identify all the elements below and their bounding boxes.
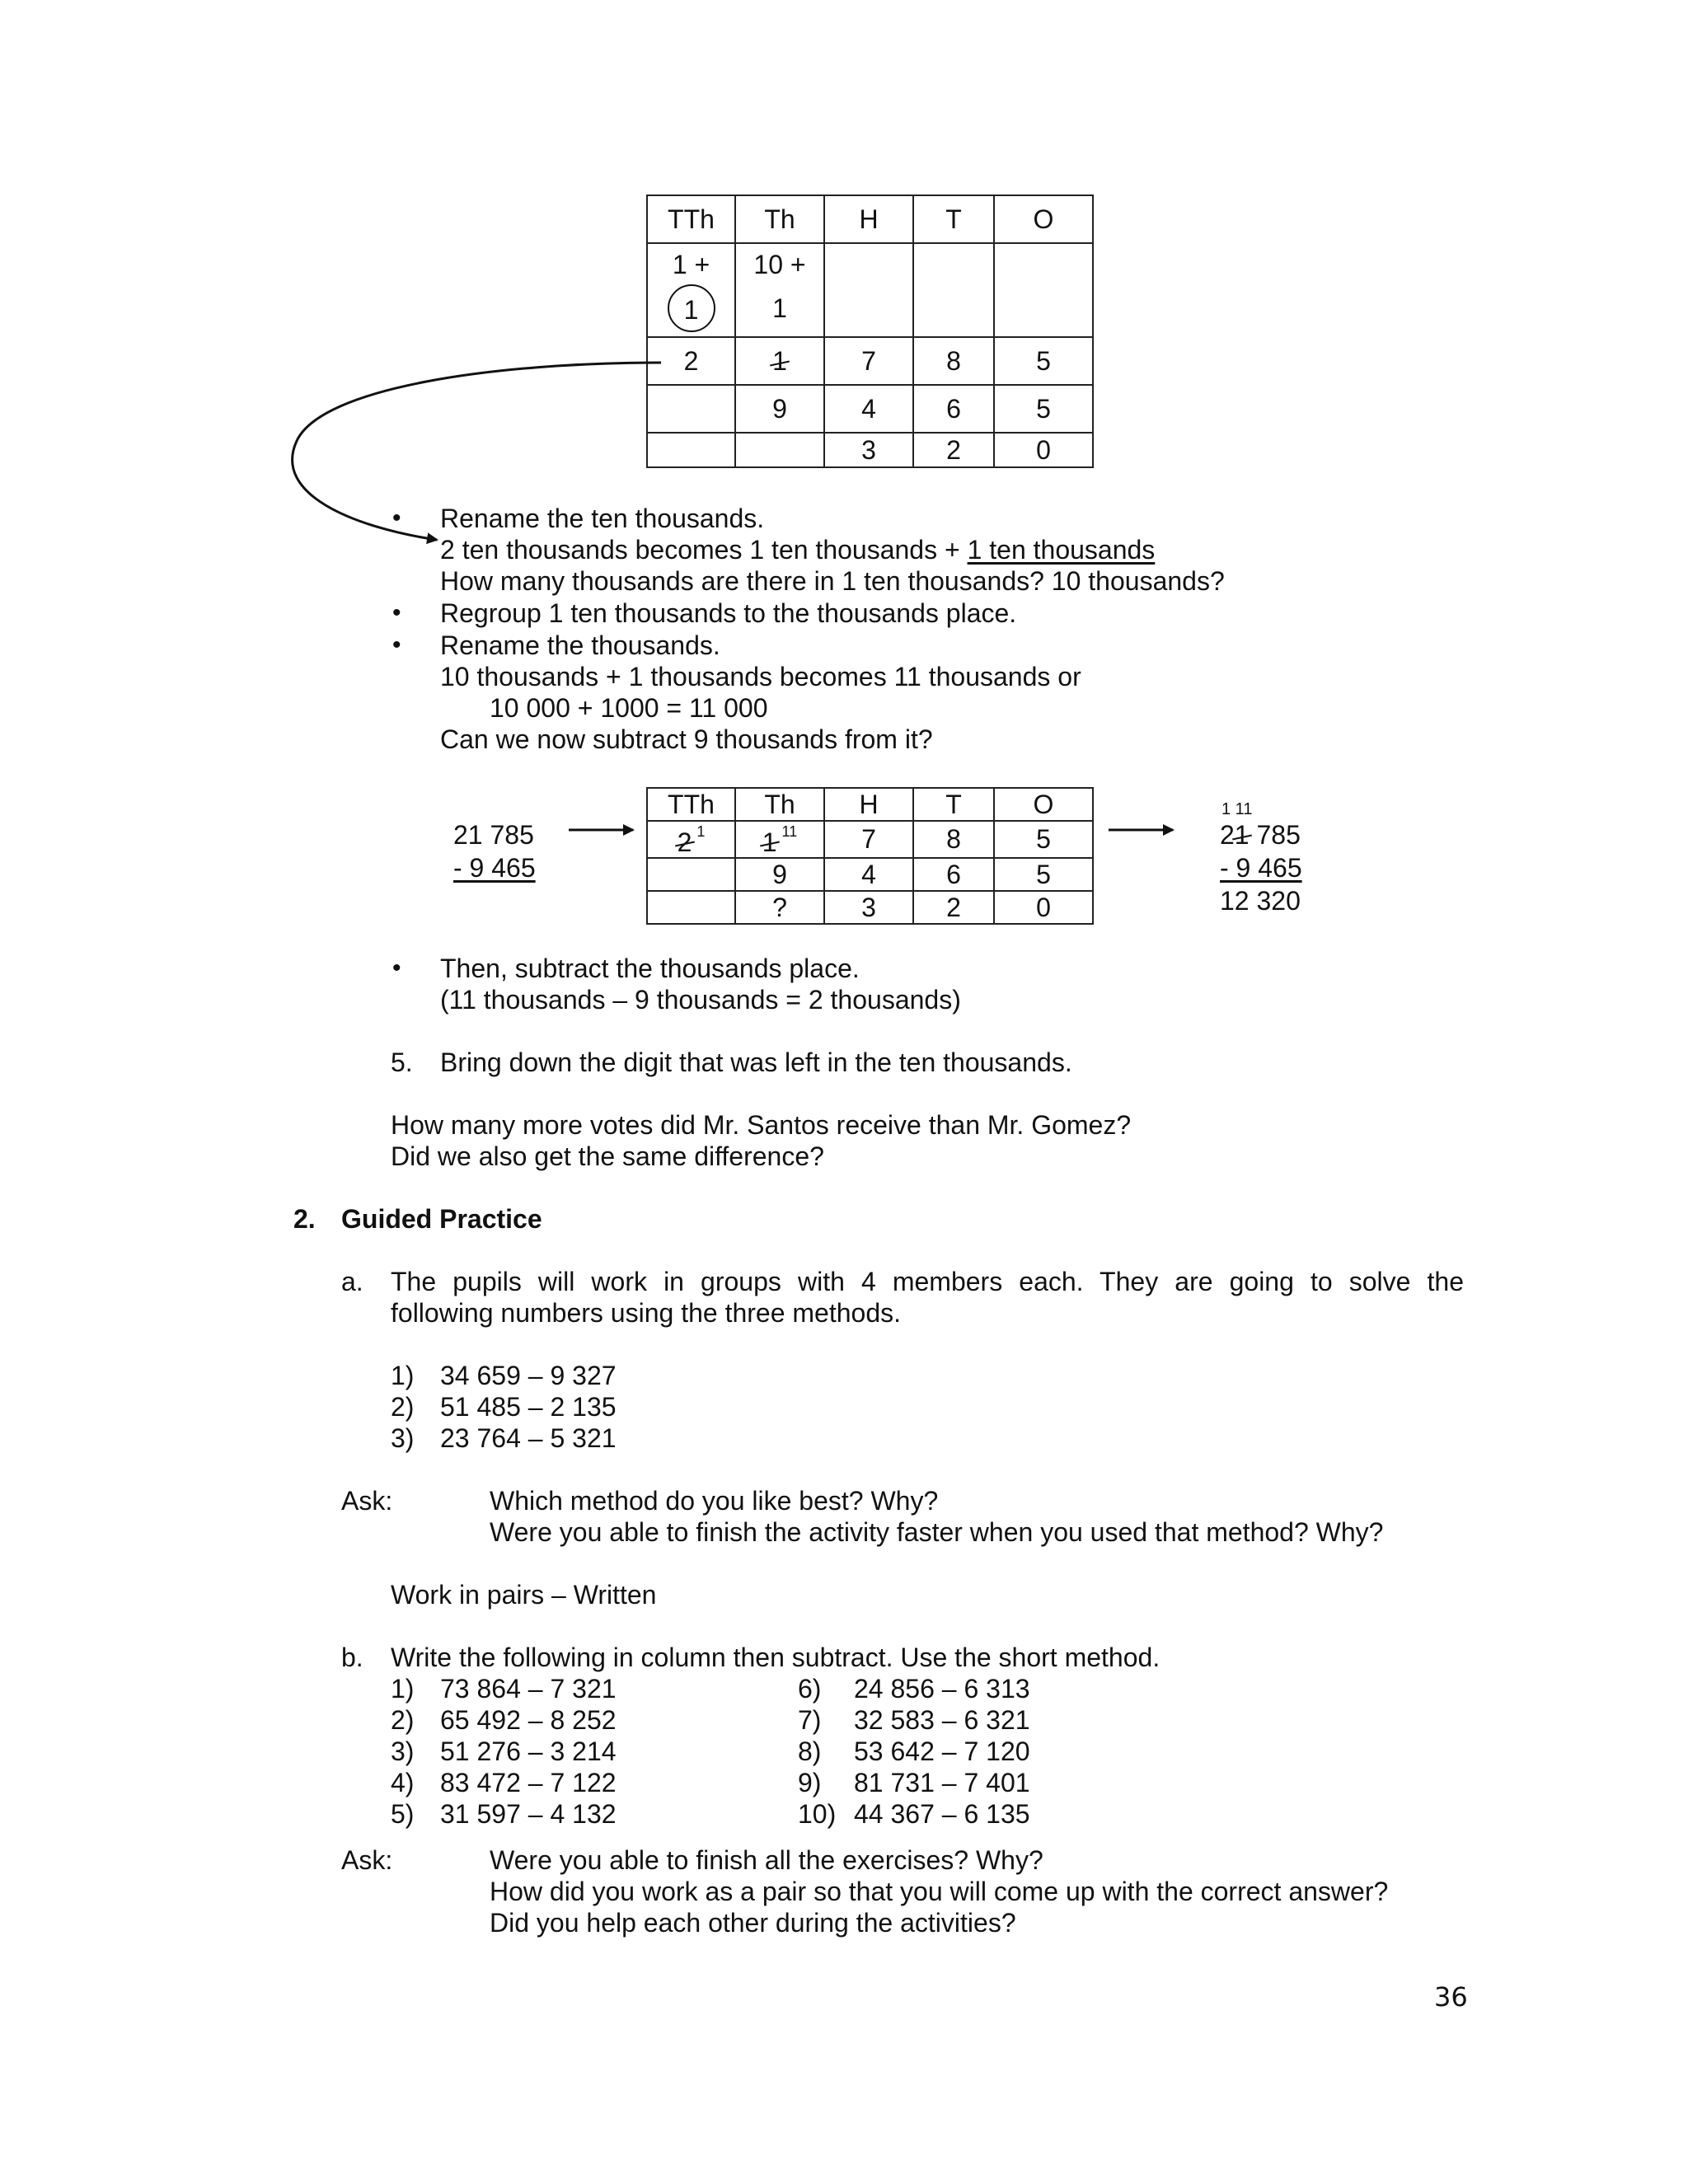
subtrahend-o: 5 — [994, 858, 1093, 891]
header-o: O — [994, 195, 1093, 243]
right-minuend-crossed: 1 — [1234, 820, 1250, 850]
b-item-text: 53 642 – 7 120 — [854, 1736, 1030, 1766]
b-item-text: 32 583 – 6 321 — [854, 1705, 1030, 1735]
question-line: Did we also get the same difference? — [391, 1141, 824, 1171]
item-b-text: Write the following in column then subtract. Use the short method. — [391, 1643, 1160, 1672]
ask-line: Were you able to finish all the exercises? Why? — [490, 1845, 1043, 1875]
a-item-num: 2) — [391, 1392, 415, 1422]
step-5-number: 5. — [391, 1047, 413, 1077]
item-a-line2: following numbers using the three methods. — [391, 1298, 902, 1328]
b-item-num: 5) — [391, 1799, 415, 1829]
regroup-cell-th — [735, 243, 824, 337]
underlined-text: 1 ten thousands — [967, 535, 1156, 565]
step-line: (11 thousands – 9 thousands = 2 thousands) — [440, 985, 961, 1015]
ask-line: How did you work as a pair so that you will come up with the correct answer? — [490, 1877, 1389, 1906]
b-item-num: 4) — [391, 1768, 415, 1797]
section-title: Guided Practice — [341, 1204, 542, 1234]
a-item-text: 51 485 – 2 135 — [440, 1392, 617, 1422]
subtrahend-th: 9 — [735, 858, 824, 891]
b-item-num: 9) — [798, 1768, 822, 1797]
minuend-o: 5 — [994, 337, 1093, 385]
b-item-num: 7) — [798, 1705, 822, 1735]
question-line: How many more votes did Mr. Santos receive than Mr. Gomez? — [391, 1110, 1132, 1140]
header-tth: TTh — [647, 195, 735, 243]
regroup-th-bottom: 1 — [772, 293, 787, 323]
subtrahend-t: 6 — [913, 385, 994, 433]
item-a-line1: The pupils will work in groups with 4 members each. They are going to solve the — [391, 1267, 1464, 1296]
b-item-text: 81 731 – 7 401 — [854, 1768, 1030, 1797]
regroup-th-top: 10 + — [753, 250, 806, 279]
right-result: 12 320 — [1220, 886, 1301, 916]
item-b-label: b. — [341, 1643, 363, 1672]
subtrahend-h: 4 — [824, 385, 913, 433]
left-subtrahend: - 9 465 — [453, 853, 536, 883]
step-subtract-thousands: • Then, subtract the thousands place. — [440, 953, 860, 984]
minuend-h: 7 — [824, 337, 913, 385]
right-minuend: 21 785 — [1220, 820, 1301, 850]
difference-t: 2 — [913, 433, 994, 467]
b-item-num: 6) — [798, 1674, 822, 1704]
right-subtrahend: - 9 465 — [1220, 853, 1302, 883]
b-item-text: 51 276 – 3 214 — [440, 1736, 617, 1766]
header-th: Th — [735, 788, 824, 821]
subtrahend-h: 4 — [824, 858, 913, 891]
regroup-tth-top: 1 + — [672, 250, 710, 279]
difference-h: 3 — [824, 433, 913, 467]
subtrahend-t: 6 — [913, 858, 994, 891]
header-h: H — [824, 195, 913, 243]
a-item-text: 34 659 – 9 327 — [440, 1361, 617, 1390]
minuend-tth: 2 — [647, 337, 735, 385]
difference-th — [735, 433, 824, 467]
step-line: 10 000 + 1000 = 11 000 — [490, 693, 768, 723]
b-item-text: 73 864 – 7 321 — [440, 1674, 617, 1704]
b-item-text: 65 492 – 8 252 — [440, 1705, 617, 1735]
item-a-label: a. — [341, 1267, 363, 1296]
left-minuend: 21 785 — [453, 820, 534, 850]
b-item-num: 1) — [391, 1674, 415, 1704]
step-rename-ten-thousands: • Rename the ten thousands. — [440, 503, 764, 534]
work-in-pairs: Work in pairs – Written — [391, 1580, 657, 1610]
difference-tth — [647, 433, 735, 467]
difference-h: 3 — [824, 891, 913, 924]
ask-line: Did you help each other during the activities? — [490, 1908, 1016, 1938]
ask-line: Were you able to finish the activity faster when you used that method? Why? — [490, 1517, 1384, 1547]
minuend-h: 7 — [824, 821, 913, 858]
b-item-num: 2) — [391, 1705, 415, 1735]
difference-th: ? — [735, 891, 824, 924]
b-item-num: 8) — [798, 1736, 822, 1766]
difference-o: 0 — [994, 891, 1093, 924]
minuend-th-crossed: 1 — [772, 346, 787, 376]
step-regroup: • Regroup 1 ten thousands to the thousands place. — [440, 598, 1016, 629]
step-line: 2 ten thousands becomes 1 ten thousands + 1 ten thousands — [440, 535, 1156, 565]
b-item-text: 31 597 – 4 132 — [440, 1799, 617, 1829]
minuend-t: 8 — [913, 337, 994, 385]
step-line: How many thousands are there in 1 ten thousands? 10 thousands? — [440, 566, 1225, 596]
minuend-t: 8 — [913, 821, 994, 858]
b-item-text: 44 367 – 6 135 — [854, 1799, 1030, 1829]
subtrahend-tth — [647, 858, 735, 891]
th-superscript: 11 — [781, 823, 798, 840]
page-number: 36 — [1434, 1981, 1468, 2013]
difference-tth — [647, 891, 735, 924]
header-th: Th — [735, 195, 824, 243]
subtrahend-th: 9 — [735, 385, 824, 433]
b-item-num: 10) — [798, 1799, 837, 1829]
step-line: Can we now subtract 9 thousands from it? — [440, 724, 933, 754]
header-o: O — [994, 788, 1093, 821]
subtrahend-tth — [647, 385, 735, 433]
b-item-num: 3) — [391, 1736, 415, 1766]
step-rename-thousands: • Rename the thousands. — [440, 630, 720, 661]
step-5-text: Bring down the digit that was left in the ten thousands. — [440, 1047, 1072, 1077]
header-h: H — [824, 788, 913, 821]
section-number: 2. — [293, 1204, 316, 1234]
header-tth: TTh — [647, 788, 735, 821]
b-item-text: 83 472 – 7 122 — [440, 1768, 617, 1797]
difference-t: 2 — [913, 891, 994, 924]
step-line: 10 thousands + 1 thousands becomes 11 thousands or — [440, 662, 1081, 691]
place-value-table-1 — [646, 194, 1094, 468]
tth-superscript: 1 — [696, 823, 706, 840]
circled-digit: 1 — [668, 284, 715, 332]
place-value-table-2 — [646, 787, 1094, 925]
ask-label: Ask: — [341, 1845, 393, 1875]
regroup-cell-tth — [647, 243, 735, 337]
a-item-num: 1) — [391, 1361, 415, 1390]
ask-label: Ask: — [341, 1486, 393, 1516]
right-carry: 1 11 — [1221, 800, 1253, 818]
difference-o: 0 — [994, 433, 1093, 467]
minuend-tth-crossed: 2 — [677, 827, 692, 857]
ask-line: Which method do you like best? Why? — [490, 1486, 939, 1516]
minuend-o: 5 — [994, 821, 1093, 858]
minuend-th-crossed: 1 — [762, 827, 777, 857]
a-item-num: 3) — [391, 1423, 415, 1453]
b-item-text: 24 856 – 6 313 — [854, 1674, 1030, 1704]
subtrahend-o: 5 — [994, 385, 1093, 433]
a-item-text: 23 764 – 5 321 — [440, 1423, 617, 1453]
header-t: T — [913, 195, 994, 243]
header-t: T — [913, 788, 994, 821]
